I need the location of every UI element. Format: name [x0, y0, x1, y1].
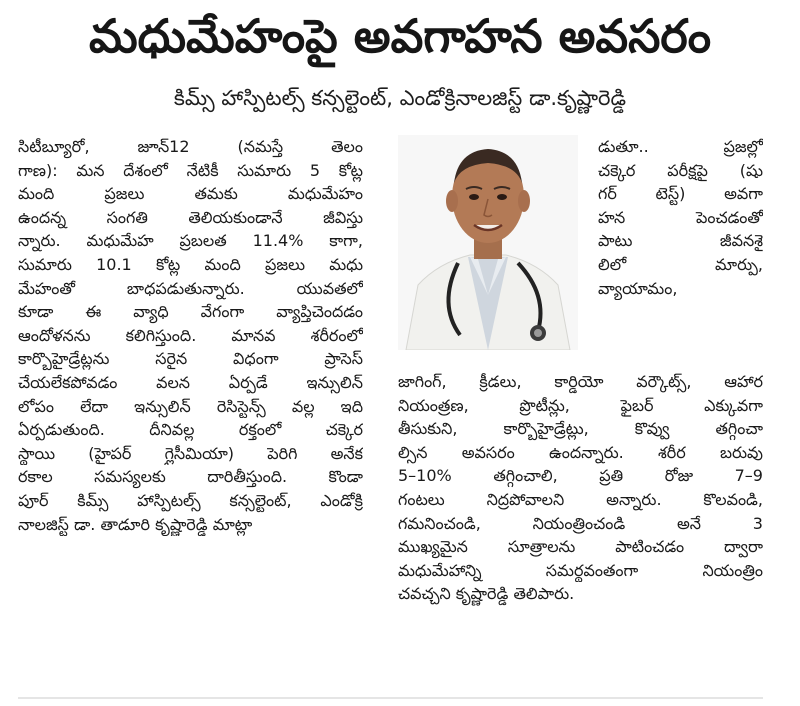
article-text-line: పూర్ కిమ్స్ హాస్పిటల్స్ కన్సల్టెంట్, ఎండోక్రి: [18, 490, 363, 510]
article-text-line: గాణ): మన దేశంలో నేటికీ సుమారు 5 కోట్ల: [18, 160, 363, 180]
article-text-line: కార్బొహైడ్రేట్లను సరైన విధంగా ప్రాసెస్: [18, 349, 363, 369]
article-text-line: రకాల సమస్యలకు దారితీస్తుంది. కొండా: [18, 467, 363, 487]
article-text-line: ముఖ్యమైన సూత్రాలను పాటించడం ద్వారా: [398, 537, 763, 557]
article-text-line: గంటలు నిద్రపోవాలని అన్నారు. కొలవండి,: [398, 489, 763, 509]
article-text-line: ఆందోళనను కలిగిస్తుంది. మానవ శరీరంలో: [18, 325, 363, 345]
article-text-line: కూడా ఈ వ్యాధి వేగంగా వ్యాప్తిచెందడం: [18, 302, 363, 322]
article-text-line: నియంత్రణ, ప్రొటీన్లు, ఫైబర్ ఎక్కువగా: [398, 395, 763, 415]
article-body-left-column: [18, 135, 363, 536]
article-text-line: చక్కెర పరీక్షపై (షు: [598, 160, 763, 180]
article-text-line: స్థాయి (హైపర్ గ్లైసీమియా) పెరిగి అనేక: [18, 443, 363, 463]
article-body-right-column-top: [598, 135, 763, 300]
page-bottom-divider: [18, 697, 763, 699]
article-text-line: తీసుకుని, కార్బొహైడ్రేట్లు, కొవ్వు తగ్గించా: [398, 419, 763, 439]
article-text-line: చవచ్చని కృష్ణారెడ్డి తెలిపారు.: [398, 584, 575, 604]
article-text-line: సుమారు 10.1 కోట్ల మంది ప్రజలు మధు: [18, 254, 363, 274]
article-text-line: లిలో మార్పు,: [598, 254, 763, 274]
article-text-line: సిటీబ్యూరో, జూన్12 (నమస్తే తెలం: [18, 137, 363, 156]
article-text-line: పాటు జీవనశై: [598, 231, 763, 251]
article-text-line: డుతూ.. ప్రజల్లో: [598, 137, 763, 156]
article-text-line: ఏర్పడుతుంది. దీనివల్ల రక్తంలో చక్కెర: [18, 420, 363, 440]
article-subheadline: కిమ్స్ హాస్పిటల్స్ కన్సల్టెంట్, ఎండోక్రినాలజిస్ట్ డా.కృష్ణారెడ్డి: [173, 86, 627, 110]
article-text-line: 5–10% తగ్గించాలి, ప్రతి రోజు 7–9: [398, 466, 763, 486]
article-text-line: చేయలేకపోవడం వలన ఏర్పడే ఇన్సులిన్: [18, 372, 363, 392]
doctor-portrait-photo: [398, 135, 578, 350]
article-text-line: నాలజిస్ట్ డా. తాడూరి కృష్ణారెడ్డి మాట్లా: [18, 514, 253, 534]
article-text-line: ఉందన్న సంగతి తెలియకుండానే జీవిస్తు: [18, 207, 363, 227]
article-text-line: లోపం లేదా ఇన్సులిన్ రెసిస్టెన్స్ వల్ల ఇది: [18, 396, 363, 416]
article-text-line: జాగింగ్, క్రీడలు, కార్డియో వర్కౌట్స్, ఆహార: [398, 372, 763, 391]
article-text-line: హన పెంచడంతో: [598, 207, 763, 227]
article-headline: మధుమేహంపై అవగాహన అవసరం: [88, 9, 712, 63]
article-text-line: మేహంతో బాధపడుతున్నారు. యువతలో: [18, 278, 363, 298]
article-text-line: వ్యాయామం,: [598, 278, 678, 298]
article-text-line: గమనించండి, నియంత్రించండి అనే 3: [398, 513, 763, 533]
article-text-line: ల్సిన అవసరం ఉందన్నారు. శరీర బరువు: [398, 442, 763, 462]
article-text-line: మంది ప్రజలు తమకు మధుమేహం: [18, 184, 363, 204]
article-body-right-column-bottom: [398, 370, 763, 606]
doctor-portrait-illustration: [398, 135, 578, 350]
article-text-line: న్నారు. మధుమేహ ప్రబలత 11.4% కాగా,: [18, 231, 363, 251]
article-text-line: గర్ టెస్ట్) అవగా: [598, 184, 763, 204]
article-text-line: మధుమేహాన్ని సమర్థవంతంగా నియంత్రిం: [398, 560, 763, 580]
